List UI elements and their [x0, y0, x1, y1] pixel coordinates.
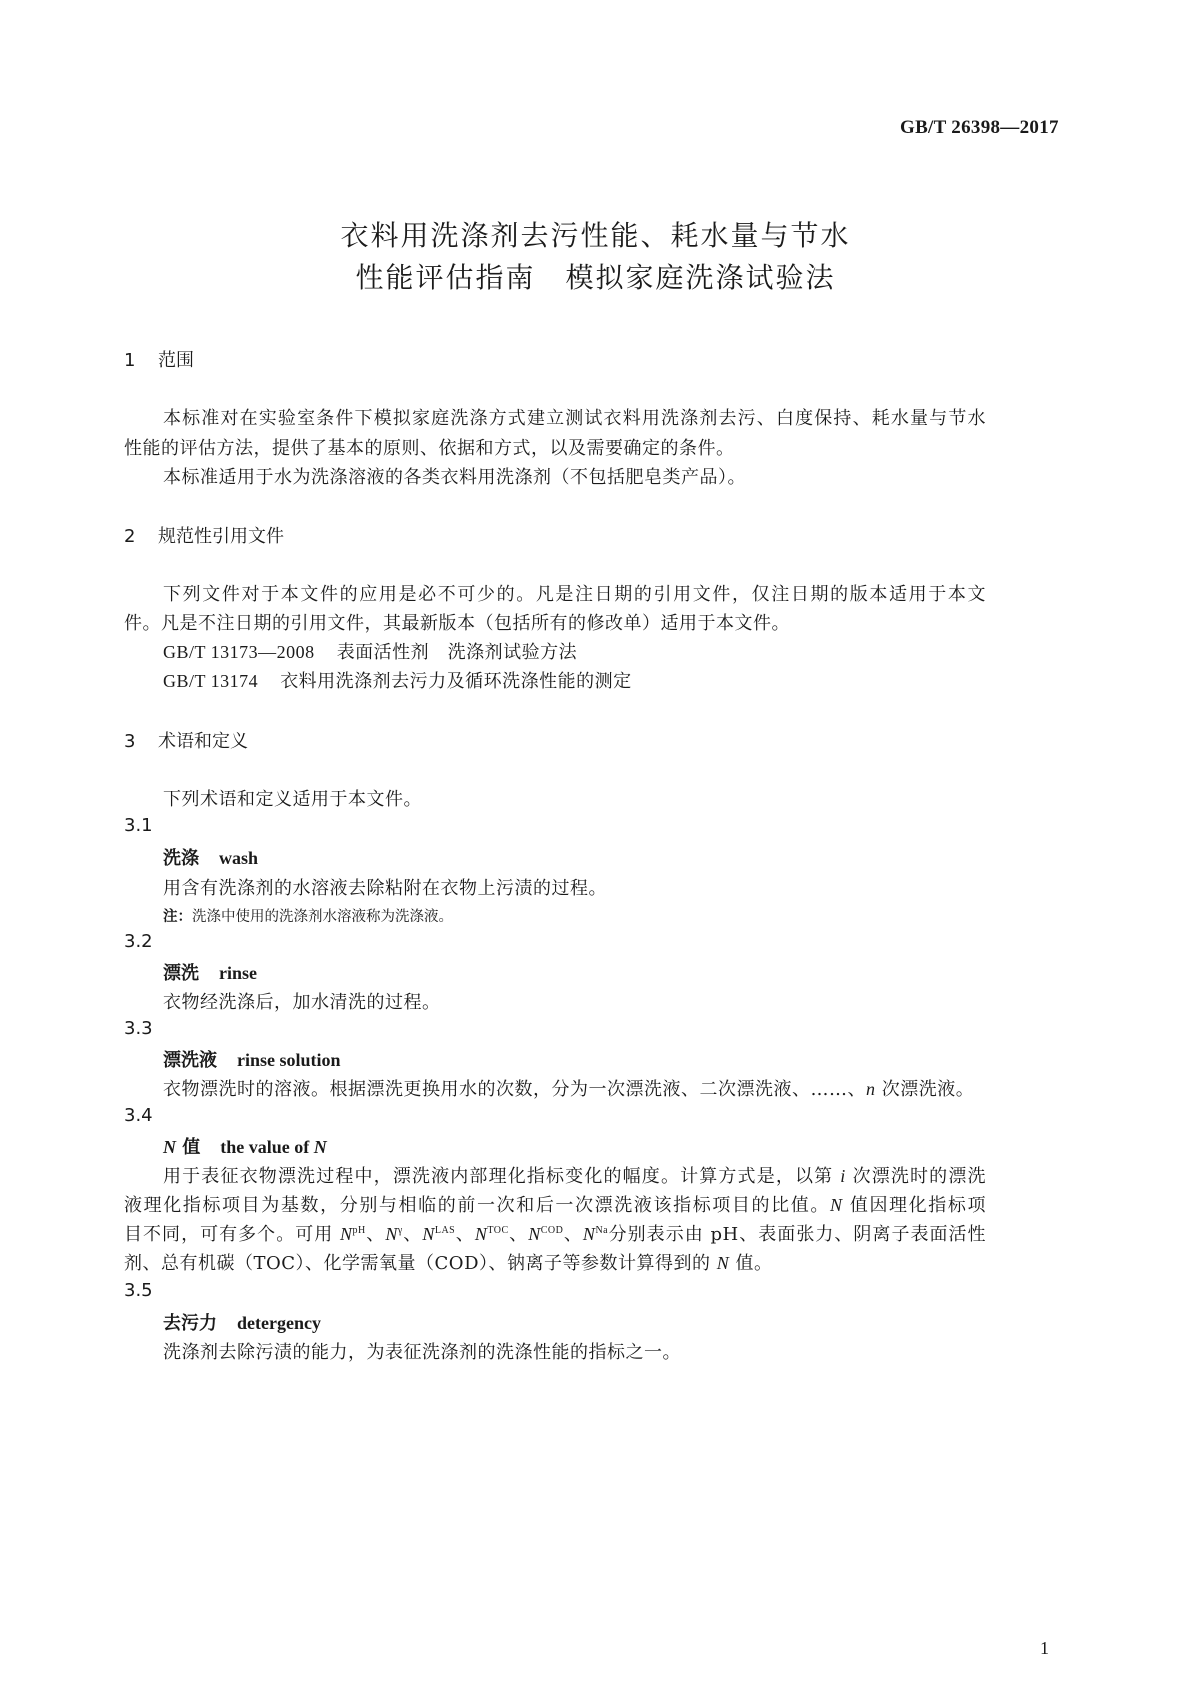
term-heading	[163, 1133, 327, 1159]
term-definition: 洗涤剂去除污渍的能力，为表征洗涤剂的洗涤性能的指标之一。	[163, 1342, 681, 1363]
standard-number: GB/T 26398—2017	[900, 117, 1059, 138]
symbol: N	[474, 1224, 488, 1244]
variable: N	[163, 1137, 176, 1157]
reference-code: GB/T 13173—2008	[163, 642, 315, 662]
term-number: 3.3	[124, 1018, 153, 1039]
variable: N	[716, 1253, 730, 1273]
term-definition-line3: 目不同，可有多个。可用 $N^{pH}$、$N^\gamma$、$N^{LAS}$、$N^{TOC}$、$N^{COD}$、$N^{Na}$分别表示由 pH、表面张力、阴离子表面活性	[124, 1224, 987, 1245]
superscript: pH	[352, 1225, 366, 1236]
term-note	[163, 905, 453, 926]
reference-item	[163, 638, 577, 664]
section-2-heading	[124, 522, 284, 548]
superscript: TOC	[487, 1225, 509, 1236]
section-title: 术语和定义	[158, 731, 248, 752]
term-english: detergency	[237, 1313, 321, 1333]
superscript: LAS	[434, 1225, 456, 1236]
term-english: rinse solution	[237, 1050, 341, 1070]
reference-item	[163, 667, 632, 693]
section-3-heading	[124, 727, 248, 753]
symbol: N	[340, 1224, 353, 1244]
definition-text: 用于表征衣物漂洗过程中，漂洗液内部理化指标变化的幅度。计算方式是，以第	[163, 1166, 841, 1187]
term-number: 3.5	[124, 1280, 153, 1301]
variable: i	[840, 1166, 846, 1186]
term-definition: 用含有洗涤剂的水溶液去除粘附在衣物上污渍的过程。	[163, 878, 607, 899]
section-1-heading	[124, 346, 194, 372]
document-title-line1: 衣料用洗涤剂去污性能、耗水量与节水	[340, 219, 851, 252]
page-number: 1	[1040, 1638, 1049, 1658]
term-heading	[163, 1046, 341, 1072]
term-chinese-text: 值	[176, 1137, 201, 1158]
definition-text: 液理化指标项目为基数，分别与相临的前一次和后一次漂洗液该指标项目的比值。	[124, 1195, 830, 1216]
variable: N	[313, 1137, 327, 1157]
symbol: N	[528, 1224, 541, 1244]
normative-paragraph-line2: 件。凡是不注日期的引用文件，其最新版本（包括所有的修改单）适用于本文件。	[124, 613, 790, 634]
section-title: 范围	[158, 350, 194, 371]
term-definition-line1	[163, 1162, 986, 1188]
term-chinese: 洗涤	[163, 848, 199, 869]
symbol: N	[582, 1224, 596, 1244]
term-number: 3.1	[124, 815, 153, 836]
term-english-text: the value of	[220, 1137, 314, 1157]
note-text: 洗涤中使用的洗涤剂水溶液称为洗涤液。	[192, 909, 453, 925]
term-english: rinse	[219, 963, 257, 983]
variable: n	[866, 1079, 876, 1099]
reference-title: 表面活性剂 洗涤剂试验方法	[336, 642, 578, 663]
term-definition-line4	[124, 1249, 772, 1275]
term-heading	[163, 959, 257, 985]
superscript: Na	[595, 1225, 609, 1236]
definition-text: 衣物漂洗时的溶液。根据漂洗更换用水的次数，分为一次漂洗液、二次漂洗液、……、	[163, 1079, 866, 1100]
term-english	[220, 1137, 327, 1157]
section-number: 2	[124, 526, 136, 547]
section-number: 1	[124, 350, 136, 371]
variable: N	[829, 1195, 843, 1215]
definition-text: 目不同，可有多个。可用	[124, 1224, 341, 1245]
definition-text: 值因理化指标项	[842, 1195, 986, 1216]
term-chinese: 漂洗液	[163, 1050, 217, 1071]
term-number: 3.4	[124, 1105, 153, 1126]
term-chinese	[163, 1137, 200, 1158]
scope-paragraph-1-line2: 性能的评估方法，提供了基本的原则、依据和方式，以及需要确定的条件。	[124, 438, 735, 459]
symbol: N	[422, 1224, 435, 1244]
scope-paragraph-1-line1: 本标准对在实验室条件下模拟家庭洗涤方式建立测试衣料用洗涤剂去污、白度保持、耗水量与节水	[163, 408, 986, 429]
superscript: γ	[397, 1225, 403, 1236]
term-heading	[163, 1309, 321, 1335]
reference-code: GB/T 13174	[163, 671, 259, 691]
term-english: wash	[219, 848, 259, 868]
term-chinese: 去污力	[163, 1313, 217, 1334]
term-chinese: 漂洗	[163, 963, 199, 984]
term-definition: 衣物经洗涤后，加水清洗的过程。	[163, 992, 441, 1013]
terms-intro: 下列术语和定义适用于本文件。	[163, 789, 422, 810]
normative-paragraph-line1: 下列文件对于本文件的应用是必不可少的。凡是注日期的引用文件，仅注日期的版本适用于本文	[163, 584, 986, 605]
note-label: 注：	[163, 908, 192, 925]
superscript: COD	[540, 1225, 564, 1236]
section-title: 规范性引用文件	[158, 526, 284, 547]
term-number: 3.2	[124, 931, 153, 952]
definition-text: 值。	[729, 1253, 773, 1274]
document-title-line2: 性能评估指南 模拟家庭洗涤试验法	[355, 261, 836, 294]
definition-text: 剂、总有机碳（TOC）、化学需氧量（COD）、钠离子等参数计算得到的	[124, 1253, 717, 1274]
scope-paragraph-2: 本标准适用于水为洗涤溶液的各类衣料用洗涤剂（不包括肥皂类产品）。	[163, 467, 746, 488]
term-definition-line2	[124, 1191, 986, 1217]
reference-title: 衣料用洗涤剂去污力及循环洗涤性能的测定	[280, 671, 632, 692]
term-definition	[163, 1075, 974, 1101]
definition-text: 分别表示由 pH、表面张力、阴离子表面活性	[608, 1224, 987, 1245]
definition-text: 次漂洗时的漂洗	[845, 1166, 986, 1187]
symbol: N	[385, 1224, 398, 1244]
section-number: 3	[124, 731, 136, 752]
definition-text: 次漂洗液。	[875, 1079, 975, 1100]
term-heading	[163, 844, 258, 870]
